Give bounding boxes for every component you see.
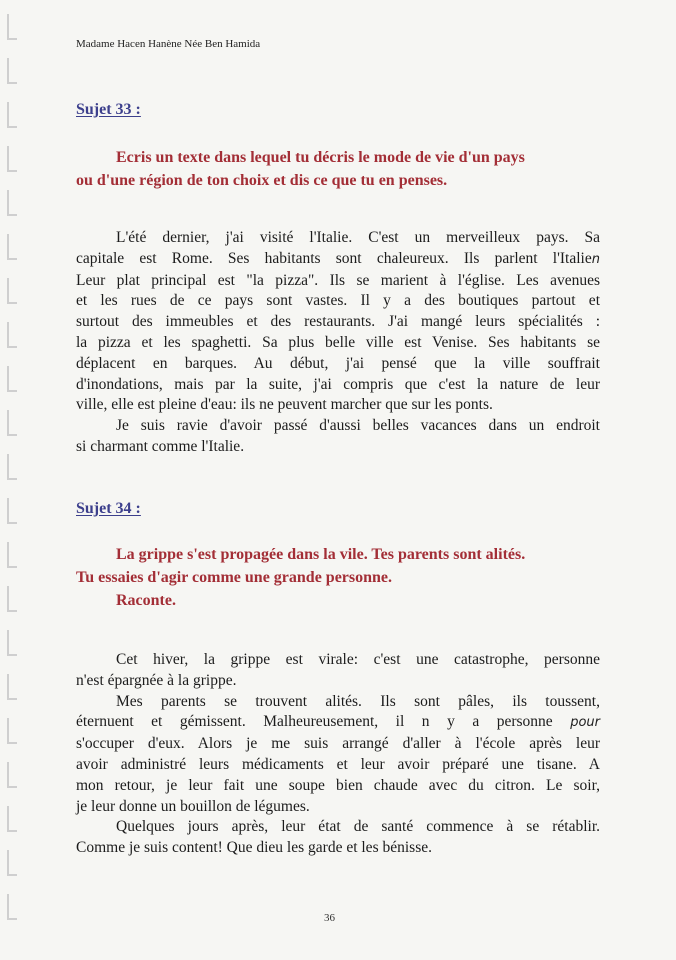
- prompt-line: Ecris un texte dans lequel tu décris le mode de vie d'un pays: [116, 149, 525, 166]
- prompt-line: ou d'une région de ton choix et dis ce que tu en penses.: [76, 172, 448, 189]
- text-line: Mes parents se trouvent alités. Ils sont pâles, ils toussent,: [116, 692, 600, 710]
- text-line: Quelques jours après, leur état de santé commence à se rétablir.: [116, 818, 600, 836]
- text-line: capitale est Rome. Ses habitants sont chaleureux. Ils parlent l'Italien: [76, 249, 600, 267]
- text-line: Leur plat principal est "la pizza". Ils se marient à l'église. Les avenues: [76, 271, 600, 289]
- text-line: si charmant comme l'Italie.: [76, 437, 245, 455]
- sujet-34-title: Sujet 34 :: [76, 500, 141, 517]
- text-line: d'inondations, mais par la suite, j'ai compris que c'est la nature de leur: [76, 375, 600, 393]
- text-line: surtout des immeubles et des restaurants. J'ai mangé leurs spécialités :: [76, 313, 600, 331]
- text-line: n'est épargnée à la grippe.: [76, 671, 237, 689]
- sujet-34-prompt: [76, 543, 616, 612]
- prompt-line: La grippe s'est propagée dans la vile. Tes parents sont alités.: [116, 546, 526, 563]
- handwritten-correction: n: [591, 251, 600, 267]
- text-line: Comme je suis content! Que dieu les garde et les bénisse.: [76, 839, 432, 857]
- text-line: Cet hiver, la grippe est virale: c'est une catastrophe, personne: [116, 651, 600, 668]
- text-line: éternuent et gémissent. Malheureusement, il n y a personne pour: [76, 713, 600, 731]
- text-line: la pizza et les spaghetti. Sa plus belle ville est Venise. Ses habitants se: [76, 333, 600, 351]
- prompt-line: Raconte.: [116, 592, 176, 609]
- page-header: Madame Hacen Hanène Née Ben Hamida: [76, 38, 261, 50]
- text-line: Je suis ravie d'avoir passé d'aussi belles vacances dans un endroit: [116, 417, 600, 435]
- text-line: déplacent en barques. Au début, j'ai pensé que la ville souffrait: [76, 354, 600, 372]
- binder-marks: [0, 0, 22, 960]
- text-line: L'été dernier, j'ai visité l'Italie. C'est un merveilleux pays. Sa: [116, 229, 600, 246]
- text-line: avoir administré leurs médicaments et leur avoir préparé une tisane. A: [76, 755, 600, 773]
- text-line: mon retour, je leur fait une soupe bien chaude avec du citron. Le soir,: [76, 776, 600, 794]
- text-line: et les rues de ce pays sont vastes. Il y a des boutiques partout et: [76, 292, 600, 310]
- text-line: je leur donne un bouillon de légumes.: [76, 797, 310, 815]
- page-number: 36: [324, 912, 335, 924]
- handwritten-correction: pour: [570, 715, 600, 731]
- text-line: s'occuper d'eux. Alors je me suis arrangé d'aller à l'école après leur: [76, 735, 600, 753]
- sujet-33-prompt: [76, 146, 616, 192]
- text-line: ville, elle est pleine d'eau: ils ne peuvent marcher que sur les ponts.: [76, 396, 493, 414]
- sujet-33-text: [76, 228, 600, 458]
- sujet-34-text: [76, 650, 600, 859]
- prompt-line: Tu essaies d'agir comme une grande personne.: [76, 569, 393, 586]
- sujet-33-title: Sujet 33 :: [76, 101, 141, 118]
